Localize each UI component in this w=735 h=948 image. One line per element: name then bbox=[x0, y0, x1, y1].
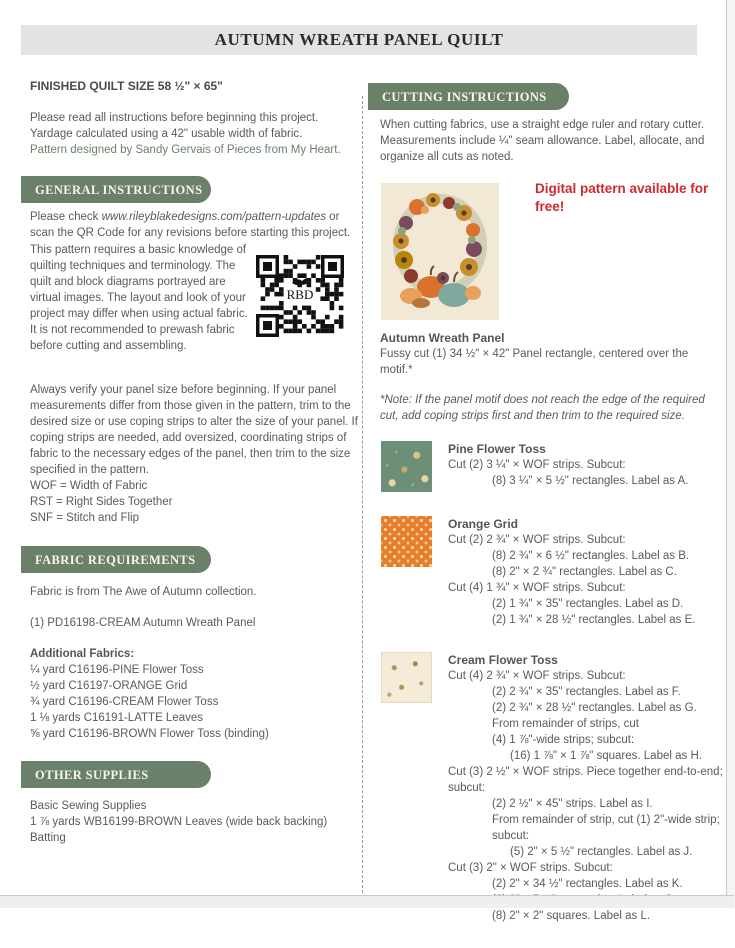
page-edge-right bbox=[726, 0, 735, 907]
cutting-groups bbox=[381, 441, 733, 948]
cut-line: (2) 1 ¾" × 35" rectangles. Label as D. bbox=[492, 598, 684, 610]
fabric-collection: Fabric is from The Awe of Autumn collection. bbox=[30, 586, 257, 598]
general-paragraph-2: This pattern requires a basic knowledge of quilting techniques and terminology. The quilt and block diagrams portrayed are virtual images. The layout and look of your project may differ when using actual fabric. It is not recommended to prewash fabric before cutting and assembling. bbox=[30, 244, 248, 352]
cut-line: (16) 1 ⅞" × 1 ⅞" squares. Label as H. bbox=[510, 750, 702, 762]
cut-line: Cut (3) 2" × WOF strips. Subcut: bbox=[448, 862, 613, 874]
supply-line: 1 ⅞ yards WB16199-BROWN Leaves (wide back backing) bbox=[30, 816, 328, 828]
fabric-name: Orange Grid bbox=[448, 517, 519, 531]
abbreviation-line: WOF = Width of Fabric bbox=[30, 480, 148, 492]
section-cutting-instructions bbox=[368, 83, 569, 110]
fabric-panel-line: (1) PD16198-CREAM Autumn Wreath Panel bbox=[30, 617, 256, 629]
cut-line: (2) 2 ½" × 45" strips. Label as I. bbox=[492, 798, 653, 810]
panel-cut-note: *Note: If the panel motif does not reach the edge of the required cut, add coping strips first and then trim to the required size. bbox=[380, 394, 705, 422]
fabric-name: Cream Flower Toss bbox=[448, 653, 558, 667]
cut-line: (2) 2" × 34 ½" rectangles. Label as K. bbox=[492, 878, 683, 890]
fabric-swatch-cream bbox=[381, 652, 432, 703]
qr-label: RBD bbox=[286, 287, 314, 302]
qr-code-icon bbox=[256, 255, 344, 342]
intro-line-designer: Pattern designed by Sandy Gervais of Pieces from My Heart. bbox=[30, 144, 341, 156]
cut-line: (2) 2 ¾" × 28 ½" rectangles. Label as G. bbox=[492, 702, 697, 714]
cut-line: From remainder of strips, cut bbox=[492, 718, 639, 730]
abbreviation-line: RST = Right Sides Together bbox=[30, 496, 173, 508]
cutting-instructions-heading: CUTTING INSTRUCTIONS bbox=[382, 89, 547, 104]
cut-line: (8) 2 ¾" × 6 ½" rectangles. Label as B. bbox=[492, 550, 690, 562]
cut-line: From remainder of strip, cut (1) 2"-wide strip; subcut: bbox=[492, 814, 720, 842]
cut-group-text bbox=[448, 652, 733, 924]
additional-fabric-line: ¼ yard C16196-PINE Flower Toss bbox=[30, 664, 204, 676]
fabric-requirements-heading: FABRIC REQUIREMENTS bbox=[35, 552, 196, 567]
cut-line: Cut (2) 3 ¼" × WOF strips. Subcut: bbox=[448, 459, 626, 471]
additional-fabric-line: 1 ⅛ yards C16191-LATTE Leaves bbox=[30, 712, 204, 724]
column-divider bbox=[362, 96, 363, 893]
cut-line: (2) 2 ¾" × 35" rectangles. Label as F. bbox=[492, 686, 681, 698]
cut-line: (8) 2" × 2 ¾" rectangles. Label as C. bbox=[492, 566, 677, 578]
cut-group bbox=[381, 441, 733, 492]
abbreviation-line: SNF = Stitch and Flip bbox=[30, 512, 139, 524]
cut-line: (8) 2" × 2" squares. Label as L. bbox=[492, 910, 651, 922]
supply-line: Batting bbox=[30, 832, 66, 844]
page-title: AUTUMN WREATH PANEL QUILT bbox=[214, 30, 504, 49]
cut-group-text bbox=[448, 441, 733, 492]
cut-group-text bbox=[448, 516, 733, 628]
section-general-instructions bbox=[21, 176, 211, 203]
cut-line: (4) 1 ⅞"-wide strips; subcut: bbox=[492, 734, 635, 746]
additional-fabric-line: ¾ yard C16196-CREAM Flower Toss bbox=[30, 696, 219, 708]
additional-fabrics-label: Additional Fabrics: bbox=[30, 648, 135, 660]
intro-paragraph bbox=[30, 110, 364, 158]
title-band bbox=[21, 25, 697, 55]
p1-post: or scan the QR Code for any revisions before starting this project. bbox=[30, 211, 351, 239]
general-paragraph-qr-row bbox=[30, 242, 364, 354]
other-supplies-list bbox=[30, 798, 327, 846]
cut-line: Cut (3) 2 ½" × WOF strips. Piece together end-to-end; subcut: bbox=[448, 766, 723, 794]
page-edge-bottom bbox=[0, 895, 734, 908]
section-fabric-requirements bbox=[21, 546, 211, 573]
additional-fabric-line: ½ yard C16197-ORANGE Grid bbox=[30, 680, 188, 692]
cut-line: Cut (2) 2 ¾" × WOF strips. Subcut: bbox=[448, 534, 626, 546]
fabric-name: Pine Flower Toss bbox=[448, 442, 546, 456]
other-supplies-heading: OTHER SUPPLIES bbox=[35, 767, 149, 782]
wreath-illustration bbox=[381, 183, 499, 320]
cut-line: (2) 1 ¾" × 28 ½" rectangles. Label as E. bbox=[492, 614, 696, 626]
autumn-wreath-panel-image bbox=[381, 183, 499, 320]
cut-group bbox=[381, 652, 733, 924]
intro-line-2: Yardage calculated using a 42" usable width of fabric. bbox=[30, 128, 303, 140]
fabric-swatch-orange bbox=[381, 516, 432, 567]
pattern-updates-link[interactable]: www.rileyblakedesigns.com/pattern-updates bbox=[101, 211, 326, 223]
additional-fabrics-list bbox=[30, 662, 269, 742]
cut-group bbox=[381, 516, 733, 628]
supply-line: Basic Sewing Supplies bbox=[30, 800, 147, 812]
finished-size: FINISHED QUILT SIZE 58 ½" × 65" bbox=[30, 79, 223, 93]
cut-line: (8) 3 ¼" × 5 ½" rectangles. Label as A. bbox=[492, 475, 689, 487]
cut-line: Cut (4) 2 ¾" × WOF strips. Subcut: bbox=[448, 670, 626, 682]
additional-fabric-line: ⅝ yard C16196-BROWN Flower Toss (binding) bbox=[30, 728, 269, 740]
intro-line-1: Please read all instructions before beginning this project. bbox=[30, 112, 319, 124]
digital-pattern-promo: Digital pattern available for free! bbox=[535, 181, 709, 214]
cut-line: (5) 2" × 5 ½" rectangles. Label as J. bbox=[510, 846, 693, 858]
general-paragraph-1 bbox=[30, 209, 364, 241]
panel-cut-text: Fussy cut (1) 34 ½" × 42" Panel rectangle, centered over the motif.* bbox=[380, 348, 689, 376]
general-paragraph-3: Always verify your panel size before beginning. If your panel measurements differ from those given in the pattern, trim to the desired size or use coping strips to alter the size of your panel. If coping strips are needed, add oversized, coordinating strips of fabric to the necessary edges of the panel, then trim to the size specified in the pattern. bbox=[30, 384, 358, 476]
cutting-intro: When cutting fabrics, use a straight edge ruler and rotary cutter. Measurements include ¼" seam allowance. Label, allocate, and organize all cuts as noted. bbox=[380, 119, 705, 163]
section-other-supplies bbox=[21, 761, 211, 788]
p1-pre: Please check bbox=[30, 211, 102, 223]
general-instructions-heading: GENERAL INSTRUCTIONS bbox=[35, 182, 203, 197]
fabric-swatch-pine bbox=[381, 441, 432, 492]
cut-line: Cut (4) 1 ¾" × WOF strips. Subcut: bbox=[448, 582, 626, 594]
panel-cut-title: Autumn Wreath Panel bbox=[380, 331, 505, 345]
abbreviation-list bbox=[30, 478, 172, 526]
